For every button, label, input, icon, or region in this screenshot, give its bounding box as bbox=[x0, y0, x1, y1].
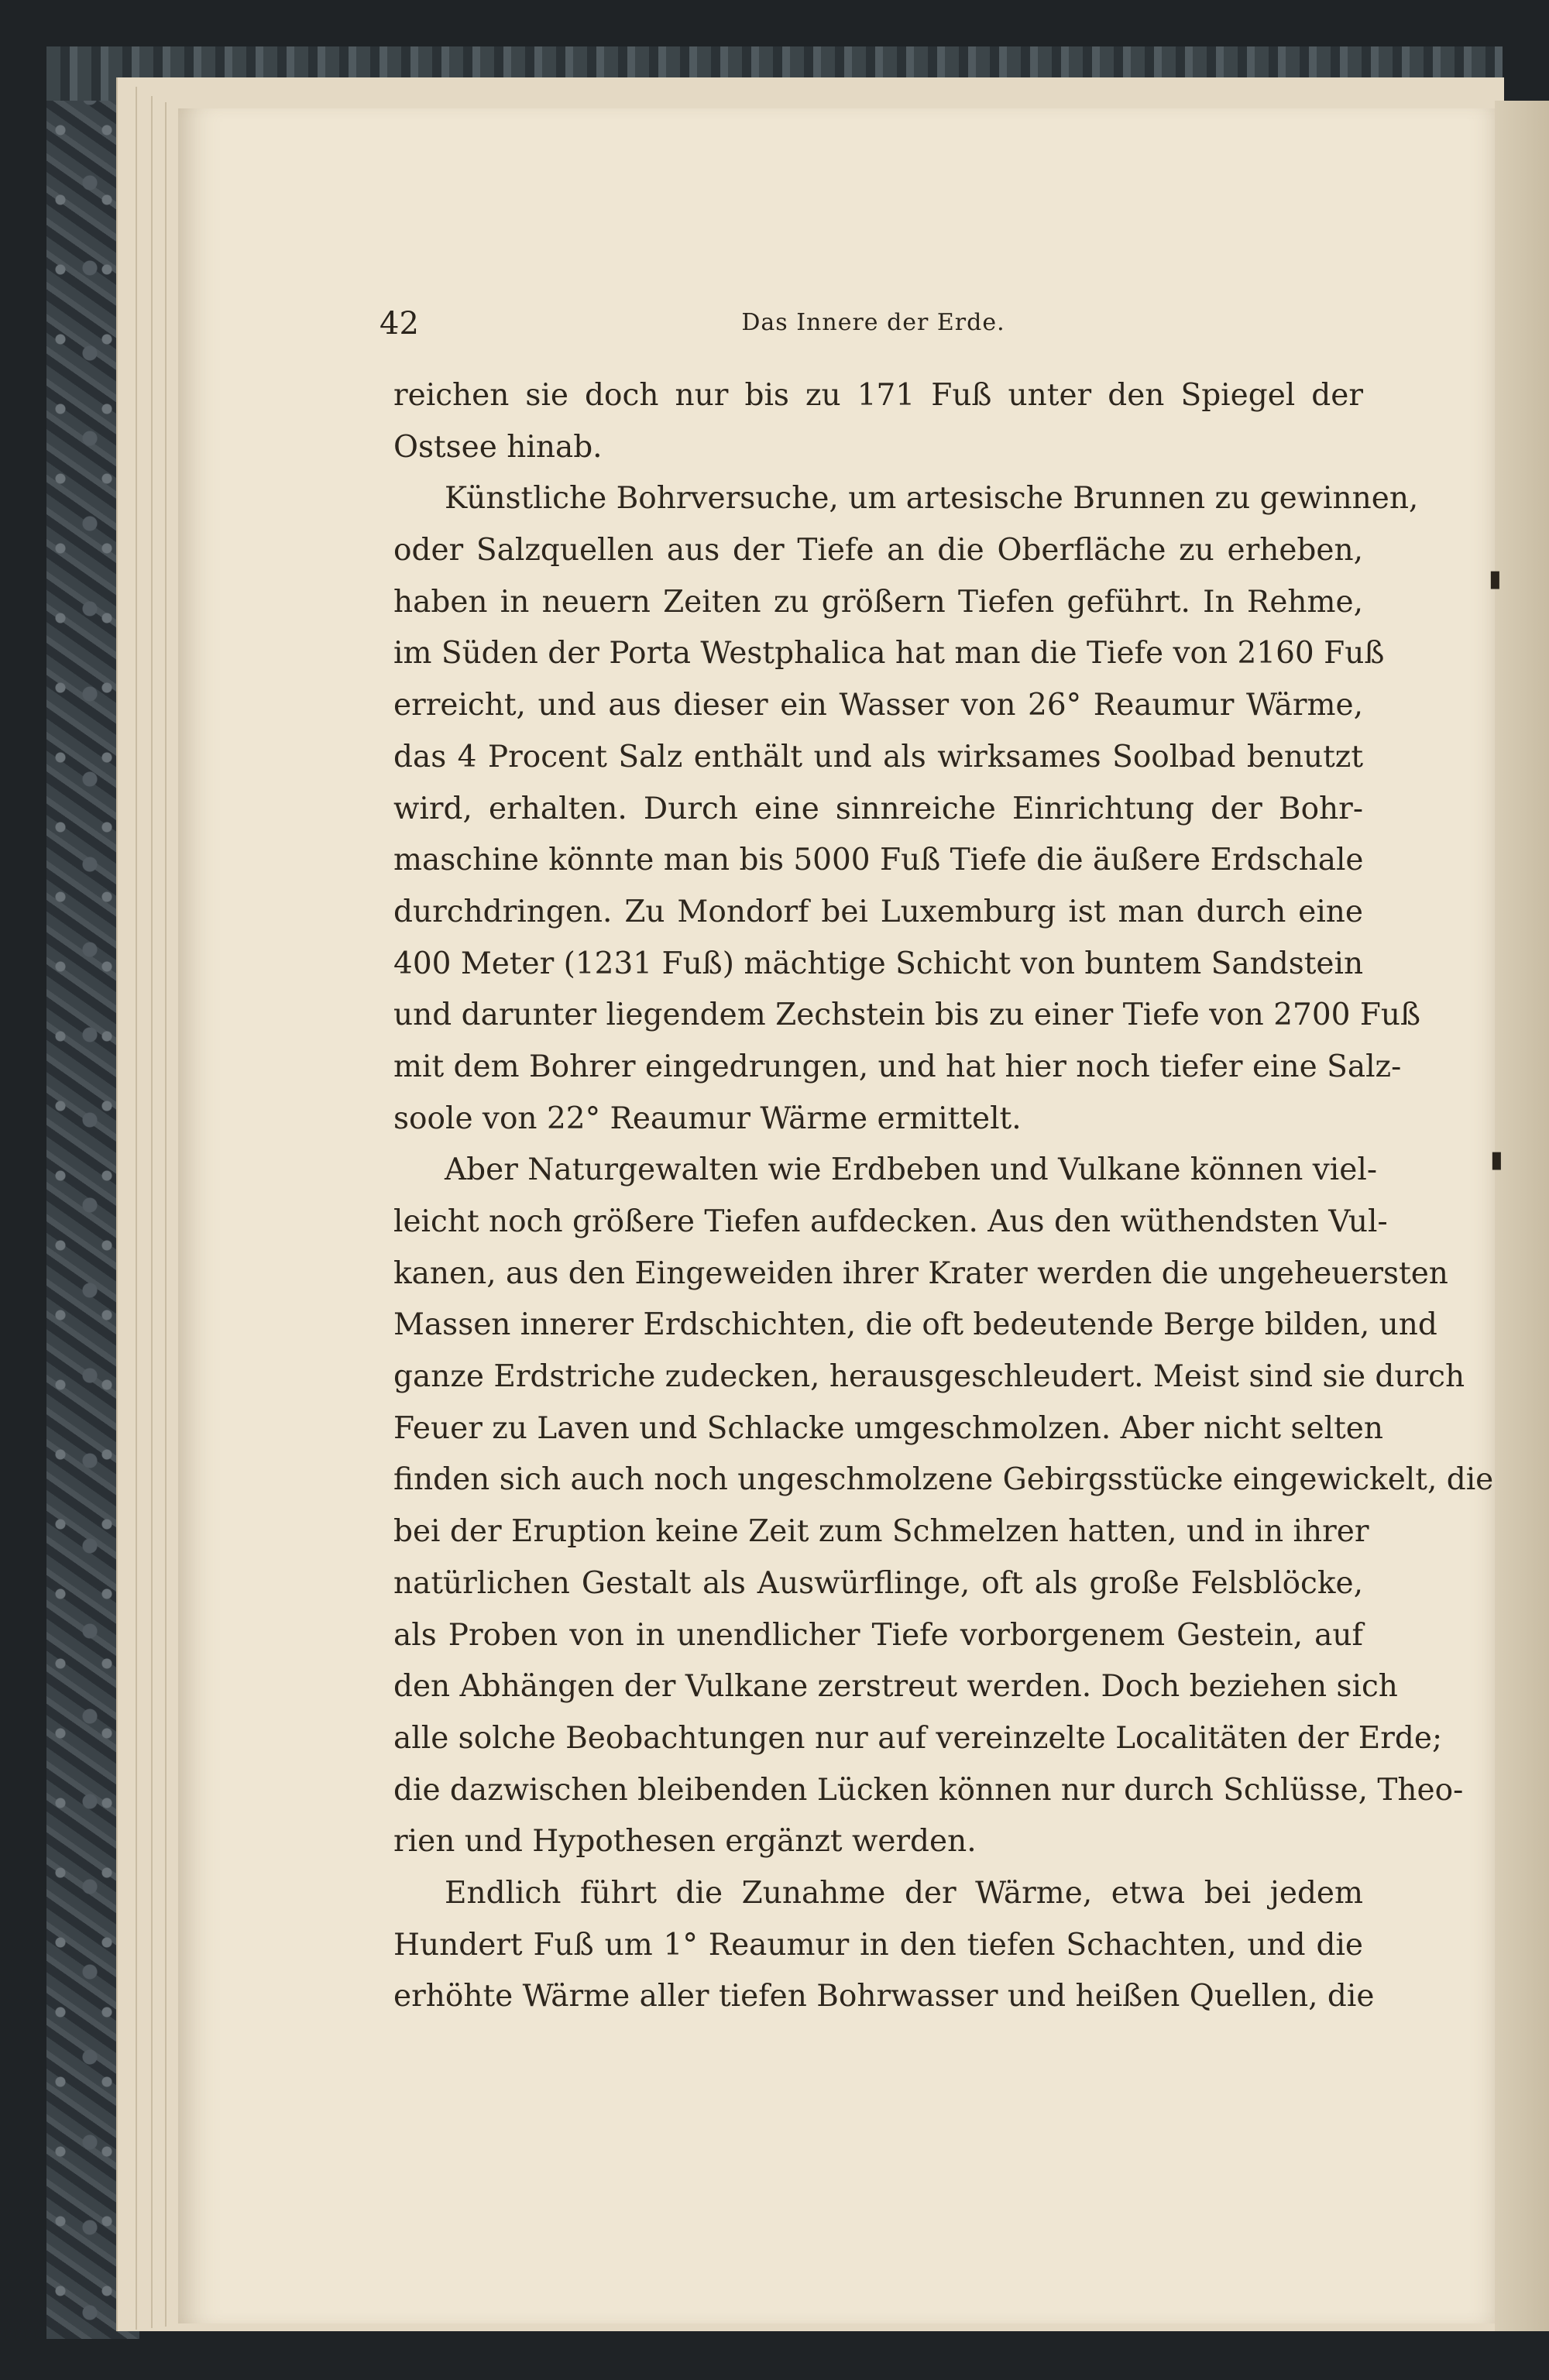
text-line: finden sich auch noch ungeschmolzene Gebirgsstücke eingewickelt, die bbox=[393, 1462, 1494, 1498]
running-head: Das Innere der Erde. bbox=[741, 309, 1005, 336]
text-line: Hundert Fuß um 1° Reaumur in den tiefen Schachten, und die bbox=[393, 1927, 1363, 1963]
text-line: die dazwischen bleibenden Lücken können nur durch Schlüsse, Theo- bbox=[393, 1772, 1464, 1808]
text-line: und darunter liegendem Zechstein bis zu einer Tiefe von 2700 Fuß bbox=[393, 998, 1421, 1033]
text-line: Feuer zu Laven und Schlacke umgeschmolzen. Aber nicht selten bbox=[393, 1410, 1383, 1446]
text-line: Aber Naturgewalten wie Erdbeben und Vulkane können viel- bbox=[445, 1152, 1378, 1188]
text-line: mit dem Bohrer eingedrungen, und hat hier noch tiefer eine Salz- bbox=[393, 1049, 1402, 1084]
margin-mark: ▮ bbox=[1489, 565, 1502, 592]
text-line: Massen innerer Erdschichten, die oft bedeutende Berge bilden, und bbox=[393, 1307, 1437, 1343]
text-line: reichen sie doch nur bis zu 171 Fuß unter den Spiegel der bbox=[393, 378, 1363, 413]
text-line: oder Salzquellen aus der Tiefe an die Oberfläche zu erheben, bbox=[393, 533, 1363, 568]
text-line: Endlich führt die Zunahme der Wärme, etwa bei jedem bbox=[445, 1875, 1363, 1911]
text-line: im Süden der Porta Westphalica hat man die Tiefe von 2160 Fuß bbox=[393, 636, 1385, 671]
text-line: erreicht, und aus dieser ein Wasser von 26° Reaumur Wärme, bbox=[393, 688, 1363, 723]
facing-page-edge bbox=[1495, 101, 1549, 2331]
text-line: als Proben von in unendlicher Tiefe vorborgenem Gestein, auf bbox=[393, 1617, 1363, 1653]
text-line: durchdringen. Zu Mondorf bei Luxemburg ist man durch eine bbox=[393, 894, 1363, 929]
text-line: ganze Erdstriche zudecken, herausgeschleudert. Meist sind sie durch bbox=[393, 1359, 1465, 1395]
text-line: leicht noch größere Tiefen aufdecken. Aus den wüthendsten Vul- bbox=[393, 1204, 1388, 1239]
text-line: wird, erhalten. Durch eine sinnreiche Einrichtung der Bohr- bbox=[393, 791, 1363, 826]
text-line: soole von 22° Reaumur Wärme ermittelt. bbox=[393, 1101, 1022, 1136]
text-line: Ostsee hinab. bbox=[393, 429, 603, 465]
text-line: kanen, aus den Eingeweiden ihrer Krater werden die ungeheuersten bbox=[393, 1255, 1448, 1291]
text-line: bei der Eruption keine Zeit zum Schmelzen hatten, und in ihrer bbox=[393, 1514, 1369, 1550]
text-line: haben in neuern Zeiten zu größern Tiefen geführt. In Rehme, bbox=[393, 584, 1363, 620]
text-line: 400 Meter (1231 Fuß) mächtige Schicht von buntem Sandstein bbox=[393, 946, 1364, 981]
text-line: natürlichen Gestalt als Auswürflinge, oft als große Felsblöcke, bbox=[393, 1565, 1363, 1601]
text-line: erhöhte Wärme aller tiefen Bohrwasser und heißen Quellen, die bbox=[393, 1979, 1375, 2014]
text-line: Künstliche Bohrversuche, um artesische Brunnen zu gewinnen, bbox=[445, 481, 1419, 517]
page-number: 42 bbox=[380, 306, 419, 342]
body-text bbox=[393, 370, 1494, 2023]
text-line: den Abhängen der Vulkane zerstreut werden. Doch beziehen sich bbox=[393, 1669, 1398, 1705]
margin-mark: ▮ bbox=[1490, 1146, 1503, 1173]
text-line: maschine könnte man bis 5000 Fuß Tiefe die äußere Erdschale bbox=[393, 843, 1364, 878]
page-header bbox=[380, 306, 1367, 345]
text-line: rien und Hypothesen ergänzt werden. bbox=[393, 1824, 977, 1860]
text-line: alle solche Beobachtungen nur auf vereinzelte Localitäten der Erde; bbox=[393, 1720, 1443, 1756]
text-line: das 4 Procent Salz enthält und als wirksames Soolbad benutzt bbox=[393, 739, 1363, 774]
